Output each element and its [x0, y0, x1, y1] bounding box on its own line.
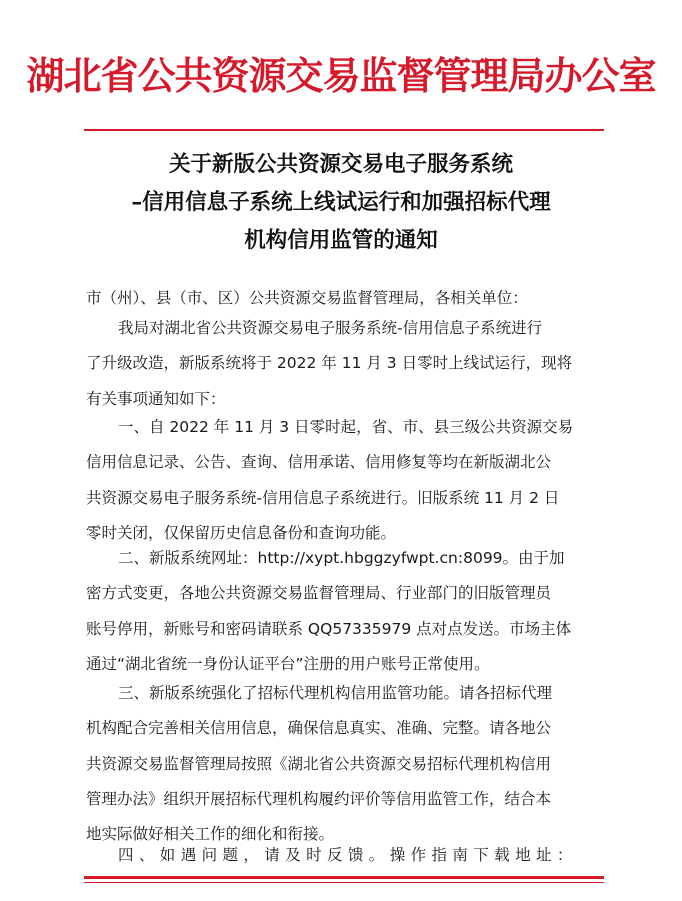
- title-line-3: 机构信用监管的通知: [244, 228, 438, 253]
- paragraph-line: 管理办法》组织开展招标代理机构履约评价等信用监管工作，结合本: [86, 789, 552, 808]
- paragraph-item-1: [86, 410, 606, 551]
- paragraph-item-4: [86, 838, 606, 873]
- paragraph-line: 我局对湖北省公共资源交易电子服务系统-信用信息子系统进行: [118, 319, 543, 337]
- paragraph-line: 信用信息记录、公告、查询、信用承诺、信用修复等均在新版湖北公: [86, 453, 552, 472]
- paragraph-line: 账号停用，新账号和密码请联系 QQ57335979 点对点发送。市场主体: [86, 619, 572, 638]
- red-footer-line-thin: [84, 882, 604, 883]
- paragraph-line: 三、新版系统强化了招标代理机构信用监管功能。请各招标代理: [118, 684, 553, 702]
- paragraph-line: 一、自 2022 年 11 月 3 日零时起，省、市、县三级公共资源交易: [118, 418, 574, 436]
- document-title: [0, 146, 682, 260]
- paragraph-line: 通过“湖北省统一身份认证平台”注册的用户账号正常使用。: [86, 654, 490, 673]
- paragraph-line: 地实际做好相关工作的细化和衔接。: [86, 825, 335, 844]
- paragraph-line: 有关事项通知如下：: [86, 389, 226, 408]
- paragraph-line: 二、新版系统网址：http://xypt.hbggzyfwpt.cn:8099。由于加: [118, 549, 565, 567]
- title-line-2: –信用信息子系统上线试运行和加强招标代理: [131, 190, 551, 215]
- issuing-organization-header: 湖北省公共资源交易监督管理局办公室: [26, 53, 656, 98]
- paragraph-line: 机构配合完善相关信用信息，确保信息真实、准确、完整。请各地公: [86, 719, 552, 738]
- paragraph-item-2: [86, 541, 606, 682]
- paragraph-intro: [86, 311, 606, 417]
- red-separator-line: [84, 129, 604, 131]
- title-line-1: 关于新版公共资源交易电子服务系统: [168, 152, 513, 177]
- paragraph-line: 共资源交易监督管理局按照《湖北省公共资源交易招标代理机构信用: [86, 754, 552, 773]
- red-footer-line-thick: [84, 876, 604, 879]
- paragraph-line: 共资源交易电子服务系统-信用信息子系统进行。旧版系统 11 月 2 日: [86, 488, 560, 507]
- paragraph-line: 密方式变更，各地公共资源交易监督管理局、行业部门的旧版管理员: [86, 584, 552, 603]
- paragraph-line: 四、如遇问题，请及时反馈。操作指南下载地址：: [118, 846, 578, 864]
- paragraph-line: 了升级改造，新版系统将于 2022 年 11 月 3 日零时上线试运行，现将: [86, 354, 573, 373]
- paragraph-item-3: [86, 676, 606, 852]
- paragraph-line: 零时关闭，仅保留历史信息备份和查询功能。: [86, 523, 397, 542]
- salutation: 市（州）、县（市、区）公共资源交易监督管理局，各相关单位：: [86, 289, 528, 307]
